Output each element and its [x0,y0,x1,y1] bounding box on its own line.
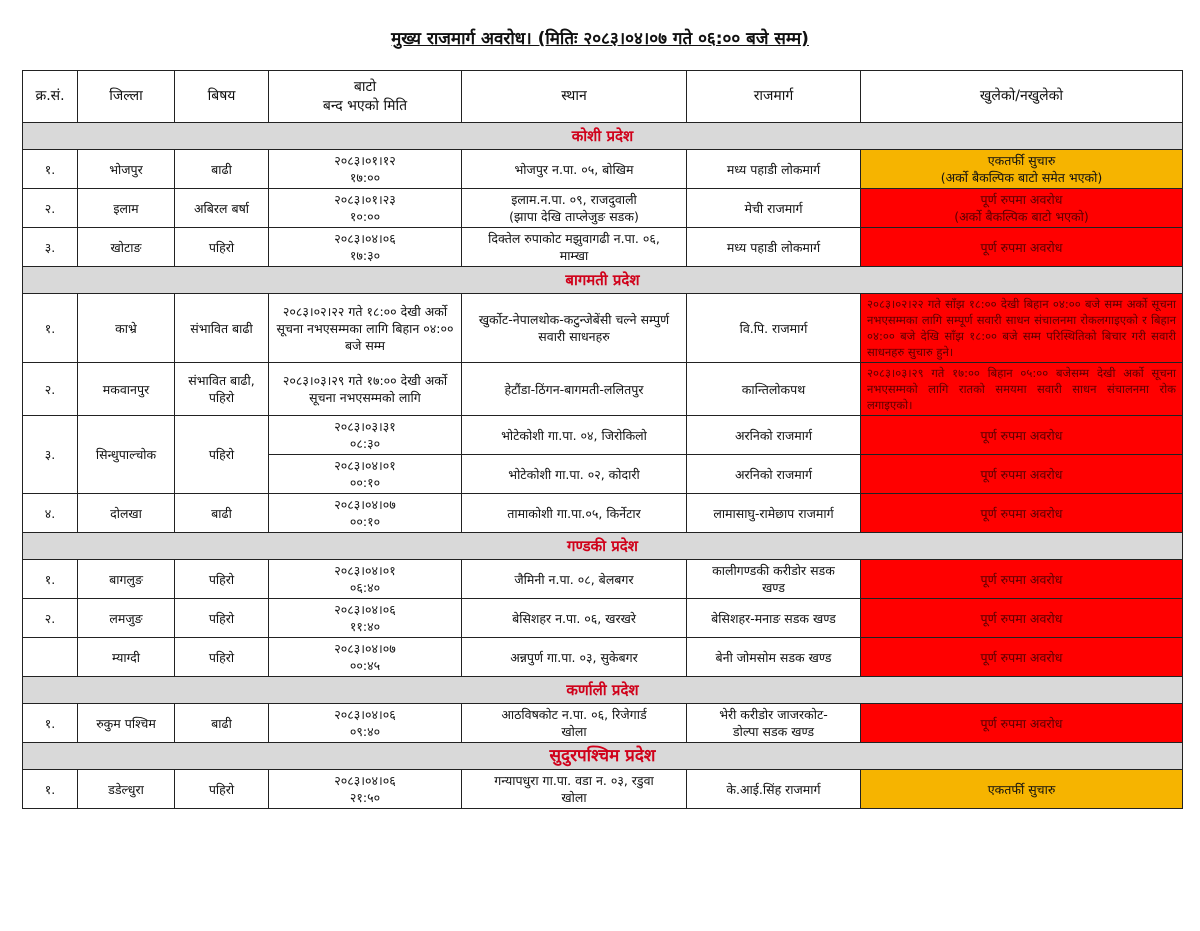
province-bagmati: बागमती प्रदेश [23,267,1183,294]
province-row [23,123,1183,150]
cell-subject: बाढी [175,704,269,743]
cell-district: म्याग्दी [78,638,175,677]
cell-status: पूर्ण रुपमा अवरोध [861,638,1183,677]
table-row [23,560,1183,599]
page-title: मुख्य राजमार्ग अवरोध। (मितिः २०८३।०४।०७ गते ०६:०० बजे सम्म) [391,29,809,49]
cell-highway: के.आई.सिंह राजमार्ग [687,770,861,809]
cell-highway: मध्य पहाडी लोकमार्ग [687,150,861,189]
province-karnali: कर्णाली प्रदेश [23,677,1183,704]
cell-location: अन्नपुर्ण गा.पा. ०३, सुकेबगर [462,638,687,677]
cell-subject: संभावित बाढी [175,294,269,363]
province-row [23,267,1183,294]
table-row [23,294,1183,363]
table-row [23,704,1183,743]
province-row [23,533,1183,560]
table-row [23,494,1183,533]
cell-status: पूर्ण रुपमा अवरोध [861,494,1183,533]
cell-district: दोलखा [78,494,175,533]
cell-subject: अबिरल बर्षा [175,189,269,228]
cell-highway: कान्तिलोकपथ [687,363,861,416]
cell-location: भोटेकोशी गा.पा. ०४, जिरोकिलो [462,416,687,455]
table-row [23,228,1183,267]
cell-sn: १. [23,770,78,809]
table-row [23,770,1183,809]
cell-location: भोटेकोशी गा.पा. ०२, कोदारी [462,455,687,494]
table-row [23,638,1183,677]
cell-status: पूर्ण रुपमा अवरोध [861,228,1183,267]
cell-sn: ३. [23,416,78,494]
table-row [23,363,1183,416]
cell-highway: बेसिशहर-मनाङ सडक खण्ड [687,599,861,638]
cell-date: २०८३।०४।०७ ००:४५ [269,638,462,677]
cell-subject: संभावित बाढी, पहिरो [175,363,269,416]
cell-sn: २. [23,363,78,416]
cell-subject: बाढी [175,150,269,189]
cell-date: २०८३।०१।१२ १७:०० [269,150,462,189]
cell-sn: २. [23,599,78,638]
header-sn: क्र.सं. [23,71,78,123]
cell-location: जैमिनी न.पा. ०८, बेलबगर [462,560,687,599]
cell-location: बेसिशहर न.पा. ०६, खरखरे [462,599,687,638]
cell-district: मकवानपुर [78,363,175,416]
cell-subject: बाढी [175,494,269,533]
cell-district: डडेल्धुरा [78,770,175,809]
cell-location: दिक्तेल रुपाकोट मझुवागढी न.पा. ०६, माम्खा [462,228,687,267]
cell-subject: पहिरो [175,599,269,638]
cell-date: २०८३।०१।२३ १०:०० [269,189,462,228]
cell-status: एकतर्फी सुचारु (अर्को बैकल्पिक बाटो समेत भएको) [861,150,1183,189]
province-sudurpashchim: सुदुरपश्चिम प्रदेश [23,743,1183,770]
cell-highway: लामासाघु-रामेछाप राजमार्ग [687,494,861,533]
cell-location: इलाम.न.पा. ०९, राजदुवाली (झापा देखि ताप्लेजुङ सडक) [462,189,687,228]
cell-location: तामाकोशी गा.पा.०५, किर्नेटार [462,494,687,533]
cell-status: पूर्ण रुपमा अवरोध [861,416,1183,455]
cell-district: खोटाङ [78,228,175,267]
header-location: स्थान [462,71,687,123]
header-highway: राजमार्ग [687,71,861,123]
cell-highway: मेची राजमार्ग [687,189,861,228]
province-row [23,743,1183,770]
cell-status: पूर्ण रुपमा अवरोध [861,599,1183,638]
cell-status: पूर्ण रुपमा अवरोध [861,704,1183,743]
cell-status: २०८३।०३।२९ गते १७:०० बिहान ०५:०० बजेसम्म देखी अर्को सूचना नभएसम्मको लागि रातको समयमा सवारी साधन संचालनमा रोक लगाइएको। [861,363,1183,416]
cell-sn [23,638,78,677]
highway-obstruction-table [22,70,1183,809]
cell-highway: अरनिको राजमार्ग [687,416,861,455]
cell-sn: १. [23,150,78,189]
cell-highway: बेनी जोमसोम सडक खण्ड [687,638,861,677]
cell-location: हेटौंडा-ठिंगन-बागमती-ललितपुर [462,363,687,416]
cell-location: खुर्कोट-नेपालथोक-कटुन्जेबेंसी चल्ने सम्पुर्ण सवारी साधनहरु [462,294,687,363]
cell-highway: भेरी करीडोर जाजरकोट- डोल्पा सडक खण्ड [687,704,861,743]
cell-sn: २. [23,189,78,228]
cell-district: रुकुम पश्चिम [78,704,175,743]
cell-date: २०८३।०४।०१ ०६:४० [269,560,462,599]
cell-district: काभ्रे [78,294,175,363]
province-gandaki: गण्डकी प्रदेश [23,533,1183,560]
province-row [23,677,1183,704]
table-row [23,189,1183,228]
header-subject: बिषय [175,71,269,123]
header-date: बाटो बन्द भएको मिति [269,71,462,123]
cell-status: पूर्ण रुपमा अवरोध [861,560,1183,599]
cell-date: २०८३।०४।०६ ०९:४० [269,704,462,743]
cell-district: भोजपुर [78,150,175,189]
cell-district: सिन्धुपाल्चोक [78,416,175,494]
province-koshi: कोशी प्रदेश [23,123,1183,150]
cell-subject: पहिरो [175,638,269,677]
cell-subject: पहिरो [175,228,269,267]
table-row [23,150,1183,189]
cell-location: आठविषकोट न.पा. ०६, रिजेगार्ड खोला [462,704,687,743]
cell-highway: मध्य पहाडी लोकमार्ग [687,228,861,267]
cell-status: एकतर्फी सुचारु [861,770,1183,809]
cell-subject: पहिरो [175,416,269,494]
cell-district: लमजुङ [78,599,175,638]
cell-sn: ४. [23,494,78,533]
cell-highway: अरनिको राजमार्ग [687,455,861,494]
cell-date: २०८३।०४।०१ ००:१० [269,455,462,494]
cell-subject: पहिरो [175,770,269,809]
cell-highway: वि.पि. राजमार्ग [687,294,861,363]
cell-date: २०८३।०३।३१ ०८:३० [269,416,462,455]
header-district: जिल्ला [78,71,175,123]
header-row [23,71,1183,123]
cell-sn: १. [23,560,78,599]
cell-subject: पहिरो [175,560,269,599]
cell-sn: ३. [23,228,78,267]
cell-date: २०८३।०३।२९ गते १७:०० देखी अर्को सूचना नभएसम्मको लागि [269,363,462,416]
cell-date: २०८३।०४।०७ ००:१० [269,494,462,533]
cell-date: २०८३।०२।२२ गते १८:०० देखी अर्को सूचना नभएसम्मका लागि बिहान ०४:०० बजे सम्म [269,294,462,363]
header-status: खुलेको/नखुलेको [861,71,1183,123]
cell-date: २०८३।०४।०६ १७:३० [269,228,462,267]
cell-highway: कालीगण्डकी करीडोर सडक खण्ड [687,560,861,599]
cell-date: २०८३।०४।०६ ११:४० [269,599,462,638]
cell-status: पूर्ण रुपमा अवरोध [861,455,1183,494]
cell-sn: १. [23,704,78,743]
cell-district: बागलुङ [78,560,175,599]
cell-status: पूर्ण रुपमा अवरोध (अर्को बैकल्पिक बाटो भएको) [861,189,1183,228]
cell-sn: १. [23,294,78,363]
cell-location: भोजपुर न.पा. ०५, बोखिम [462,150,687,189]
cell-status: २०८३।०२।२२ गते साँझ १८:०० देखी बिहान ०४:०० बजे सम्म अर्को सूचना नभएसम्मका लागि सम्पूर्ण सवारी साधन संचालनमा रोकलगाइएको र बिहान ०४:०० बजे देखि साँझ १८:०० बजे सम्म परिस्थितिको बिचार गरी सवारी साधनहरु सुचारु हुने। [861,294,1183,363]
cell-location: गन्यापधुरा गा.पा. वडा न. ०३, रडुवा खोला [462,770,687,809]
cell-district: इलाम [78,189,175,228]
cell-date: २०८३।०४।०६ २१:५० [269,770,462,809]
table-row [23,416,1183,455]
table-row [23,599,1183,638]
